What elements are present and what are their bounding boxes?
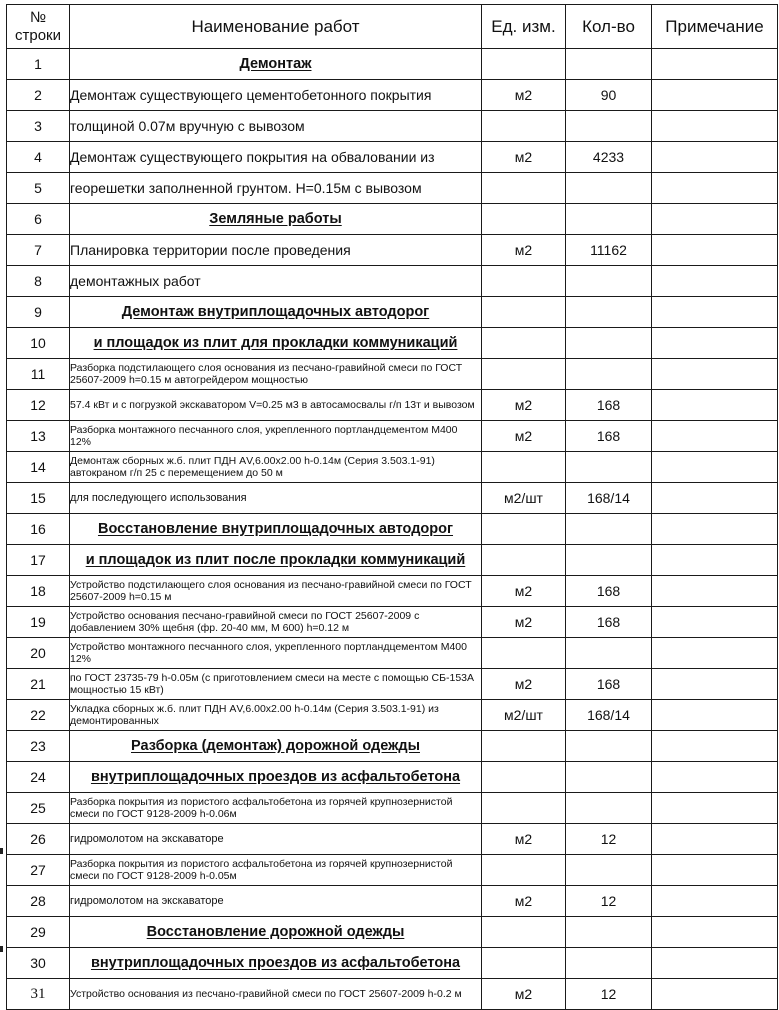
unit-cell bbox=[482, 328, 566, 359]
note-cell bbox=[652, 979, 778, 1010]
unit-cell bbox=[482, 173, 566, 204]
unit-cell bbox=[482, 359, 566, 390]
work-name: гидромолотом на экскаваторе bbox=[70, 886, 482, 917]
row-number: 24 bbox=[7, 762, 70, 793]
work-name: гидромолотом на экскаваторе bbox=[70, 824, 482, 855]
note-cell bbox=[652, 452, 778, 483]
table-row bbox=[7, 297, 778, 328]
table-row bbox=[7, 80, 778, 111]
quantity-cell: 12 bbox=[566, 886, 652, 917]
work-name: Демонтаж существующего цементобетонного покрытия bbox=[70, 80, 482, 111]
quantity-cell: 168 bbox=[566, 390, 652, 421]
row-number: 17 bbox=[7, 545, 70, 576]
work-name: Демонтаж существующего покрытия на обваловании из bbox=[70, 142, 482, 173]
note-cell bbox=[652, 638, 778, 669]
work-name: по ГОСТ 23735-79 h-0.05м (с приготовлением смеси на месте с помощью СБ-153А мощностью 15 кВт) bbox=[70, 669, 482, 700]
unit-cell: м2 bbox=[482, 824, 566, 855]
table-row bbox=[7, 948, 778, 979]
row-number: 6 bbox=[7, 204, 70, 235]
unit-cell bbox=[482, 948, 566, 979]
unit-cell bbox=[482, 111, 566, 142]
note-cell bbox=[652, 700, 778, 731]
quantity-cell bbox=[566, 855, 652, 886]
header-quantity: Кол-во bbox=[566, 5, 652, 49]
note-cell bbox=[652, 948, 778, 979]
row-number: 2 bbox=[7, 80, 70, 111]
note-cell bbox=[652, 266, 778, 297]
table-row bbox=[7, 421, 778, 452]
unit-cell bbox=[482, 545, 566, 576]
quantity-cell bbox=[566, 638, 652, 669]
unit-cell bbox=[482, 452, 566, 483]
row-number: 19 bbox=[7, 607, 70, 638]
unit-cell: м2 bbox=[482, 421, 566, 452]
note-cell bbox=[652, 793, 778, 824]
quantity-cell bbox=[566, 328, 652, 359]
quantity-cell bbox=[566, 49, 652, 80]
table-row bbox=[7, 855, 778, 886]
section-heading: Демонтаж внутриплощадочных автодорог bbox=[70, 297, 482, 328]
note-cell bbox=[652, 917, 778, 948]
quantity-cell bbox=[566, 452, 652, 483]
note-cell bbox=[652, 49, 778, 80]
section-heading: Земляные работы bbox=[70, 204, 482, 235]
section-heading: и площадок из плит для прокладки коммуникаций bbox=[70, 328, 482, 359]
unit-cell: м2/шт bbox=[482, 483, 566, 514]
table-row bbox=[7, 886, 778, 917]
work-name: Устройство монтажного песчанного слоя, укрепленного портландцементом М400 12% bbox=[70, 638, 482, 669]
work-name: Устройство основания из песчано-гравийной смеси по ГОСТ 25607-2009 h-0.2 м bbox=[70, 979, 482, 1010]
row-number: 13 bbox=[7, 421, 70, 452]
work-name: для последующего использования bbox=[70, 483, 482, 514]
quantity-cell bbox=[566, 297, 652, 328]
row-number: 16 bbox=[7, 514, 70, 545]
table-row bbox=[7, 173, 778, 204]
table-row bbox=[7, 762, 778, 793]
note-cell bbox=[652, 824, 778, 855]
row-number: 8 bbox=[7, 266, 70, 297]
table-row bbox=[7, 111, 778, 142]
row-number: 20 bbox=[7, 638, 70, 669]
section-heading: Восстановление дорожной одежды bbox=[70, 917, 482, 948]
unit-cell: м2/шт bbox=[482, 700, 566, 731]
quantity-cell bbox=[566, 917, 652, 948]
row-number: 5 bbox=[7, 173, 70, 204]
note-cell bbox=[652, 328, 778, 359]
unit-cell bbox=[482, 266, 566, 297]
row-number: 27 bbox=[7, 855, 70, 886]
unit-cell bbox=[482, 514, 566, 545]
section-heading: и площадок из плит после прокладки коммуникаций bbox=[70, 545, 482, 576]
table-row bbox=[7, 142, 778, 173]
unit-cell bbox=[482, 297, 566, 328]
section-heading: Восстановление внутриплощадочных автодорог bbox=[70, 514, 482, 545]
header-unit: Ед. изм. bbox=[482, 5, 566, 49]
unit-cell: м2 bbox=[482, 390, 566, 421]
row-number: 12 bbox=[7, 390, 70, 421]
table-row bbox=[7, 328, 778, 359]
row-number: 7 bbox=[7, 235, 70, 266]
quantity-cell bbox=[566, 111, 652, 142]
scan-edge-mark bbox=[0, 848, 3, 854]
unit-cell: м2 bbox=[482, 235, 566, 266]
row-number: 21 bbox=[7, 669, 70, 700]
row-number: 14 bbox=[7, 452, 70, 483]
row-number: 22 bbox=[7, 700, 70, 731]
header-row-number: № строки bbox=[7, 5, 70, 49]
quantity-cell: 12 bbox=[566, 824, 652, 855]
quantity-cell: 4233 bbox=[566, 142, 652, 173]
work-name: Устройство подстилающего слоя основания из песчано-гравийной смеси по ГОСТ 25607-2009 h=0.15 м bbox=[70, 576, 482, 607]
note-cell bbox=[652, 855, 778, 886]
quantity-cell: 168/14 bbox=[566, 483, 652, 514]
unit-cell bbox=[482, 793, 566, 824]
table-row bbox=[7, 917, 778, 948]
quantity-cell: 168 bbox=[566, 421, 652, 452]
table-row bbox=[7, 452, 778, 483]
table-row bbox=[7, 514, 778, 545]
row-number: 23 bbox=[7, 731, 70, 762]
table-row bbox=[7, 359, 778, 390]
quantity-cell: 11162 bbox=[566, 235, 652, 266]
work-name: Разборка монтажного песчанного слоя, укрепленного портландцементом М400 12% bbox=[70, 421, 482, 452]
quantity-cell bbox=[566, 793, 652, 824]
note-cell bbox=[652, 576, 778, 607]
unit-cell bbox=[482, 855, 566, 886]
work-name: Разборка покрытия из пористого асфальтобетона из горячей крупнозернистой смеси по ГОСТ 9128-2009 h-0.05м bbox=[70, 855, 482, 886]
work-name: Устройство основания песчано-гравийной смеси по ГОСТ 25607-2009 с добавлением 30% щебня (фр. 20-40 мм, М 600) h=0.12 м bbox=[70, 607, 482, 638]
table-row bbox=[7, 49, 778, 80]
row-number: 1 bbox=[7, 49, 70, 80]
work-name: Разборка покрытия из пористого асфальтобетона из горячей крупнозернистой смеси по ГОСТ 9128-2009 h-0.06м bbox=[70, 793, 482, 824]
unit-cell: м2 bbox=[482, 669, 566, 700]
row-number: 3 bbox=[7, 111, 70, 142]
table-row bbox=[7, 390, 778, 421]
row-number: 28 bbox=[7, 886, 70, 917]
note-cell bbox=[652, 762, 778, 793]
section-heading: Разборка (демонтаж) дорожной одежды bbox=[70, 731, 482, 762]
section-heading: внутриплощадочных проездов из асфальтобетона bbox=[70, 948, 482, 979]
quantity-cell bbox=[566, 762, 652, 793]
quantity-cell bbox=[566, 731, 652, 762]
quantity-cell bbox=[566, 204, 652, 235]
table-row bbox=[7, 545, 778, 576]
unit-cell: м2 bbox=[482, 607, 566, 638]
table-row bbox=[7, 700, 778, 731]
work-name: демонтажных работ bbox=[70, 266, 482, 297]
unit-cell bbox=[482, 638, 566, 669]
note-cell bbox=[652, 80, 778, 111]
quantity-cell bbox=[566, 173, 652, 204]
quantity-cell: 90 bbox=[566, 80, 652, 111]
note-cell bbox=[652, 235, 778, 266]
quantity-cell: 12 bbox=[566, 979, 652, 1010]
row-number: 29 bbox=[7, 917, 70, 948]
works-table bbox=[6, 4, 778, 1010]
unit-cell bbox=[482, 49, 566, 80]
unit-cell: м2 bbox=[482, 886, 566, 917]
note-cell bbox=[652, 886, 778, 917]
note-cell bbox=[652, 111, 778, 142]
quantity-cell bbox=[566, 266, 652, 297]
work-name: 57.4 кВт и с погрузкой экскаватором V=0.25 м3 в автосамосвалы г/п 13т и вывозом bbox=[70, 390, 482, 421]
header-work-name: Наименование работ bbox=[70, 5, 482, 49]
quantity-cell: 168/14 bbox=[566, 700, 652, 731]
section-heading: Демонтаж bbox=[70, 49, 482, 80]
row-number: 25 bbox=[7, 793, 70, 824]
table-row bbox=[7, 576, 778, 607]
note-cell bbox=[652, 142, 778, 173]
work-name: георешетки заполненной грунтом. Н=0.15м с вывозом bbox=[70, 173, 482, 204]
quantity-cell bbox=[566, 545, 652, 576]
row-number: 31 bbox=[7, 979, 70, 1010]
header-note: Примечание bbox=[652, 5, 778, 49]
unit-cell: м2 bbox=[482, 979, 566, 1010]
row-number: 4 bbox=[7, 142, 70, 173]
table-row bbox=[7, 669, 778, 700]
note-cell bbox=[652, 669, 778, 700]
note-cell bbox=[652, 607, 778, 638]
note-cell bbox=[652, 421, 778, 452]
table-row bbox=[7, 793, 778, 824]
header-row bbox=[7, 5, 778, 49]
row-number: 18 bbox=[7, 576, 70, 607]
row-number: 15 bbox=[7, 483, 70, 514]
quantity-cell bbox=[566, 359, 652, 390]
note-cell bbox=[652, 297, 778, 328]
row-number: 11 bbox=[7, 359, 70, 390]
note-cell bbox=[652, 204, 778, 235]
quantity-cell bbox=[566, 948, 652, 979]
note-cell bbox=[652, 545, 778, 576]
note-cell bbox=[652, 173, 778, 204]
note-cell bbox=[652, 731, 778, 762]
work-name: Демонтаж сборных ж.б. плит ПДН АV,6.00х2.00 h-0.14м (Серия 3.503.1-91) автокраном г/п 25 с перемещением до 50 м bbox=[70, 452, 482, 483]
scan-edge-mark-2 bbox=[0, 946, 3, 952]
quantity-cell: 168 bbox=[566, 669, 652, 700]
quantity-cell: 168 bbox=[566, 576, 652, 607]
table-row bbox=[7, 979, 778, 1010]
work-name: Укладка сборных ж.б. плит ПДН АV,6.00х2.00 h-0.14м (Серия 3.503.1-91) из демонтированных bbox=[70, 700, 482, 731]
table-row bbox=[7, 235, 778, 266]
unit-cell: м2 bbox=[482, 576, 566, 607]
work-name: толщиной 0.07м вручную с вывозом bbox=[70, 111, 482, 142]
unit-cell: м2 bbox=[482, 80, 566, 111]
table-row bbox=[7, 483, 778, 514]
section-heading: внутриплощадочных проездов из асфальтобетона bbox=[70, 762, 482, 793]
unit-cell: м2 bbox=[482, 142, 566, 173]
work-name: Планировка территории после проведения bbox=[70, 235, 482, 266]
table-row bbox=[7, 824, 778, 855]
unit-cell bbox=[482, 204, 566, 235]
table-row bbox=[7, 607, 778, 638]
table-row bbox=[7, 731, 778, 762]
note-cell bbox=[652, 483, 778, 514]
row-number: 9 bbox=[7, 297, 70, 328]
quantity-cell bbox=[566, 514, 652, 545]
note-cell bbox=[652, 359, 778, 390]
table-row bbox=[7, 266, 778, 297]
row-number: 10 bbox=[7, 328, 70, 359]
note-cell bbox=[652, 514, 778, 545]
table-row bbox=[7, 638, 778, 669]
unit-cell bbox=[482, 762, 566, 793]
table-row bbox=[7, 204, 778, 235]
row-number: 26 bbox=[7, 824, 70, 855]
row-number: 30 bbox=[7, 948, 70, 979]
quantity-cell: 168 bbox=[566, 607, 652, 638]
unit-cell bbox=[482, 731, 566, 762]
note-cell bbox=[652, 390, 778, 421]
work-name: Разборка подстилающего слоя основания из песчано-гравийной смеси по ГОСТ 25607-2009 h=0.15 м автогрейдером мощностью bbox=[70, 359, 482, 390]
unit-cell bbox=[482, 917, 566, 948]
